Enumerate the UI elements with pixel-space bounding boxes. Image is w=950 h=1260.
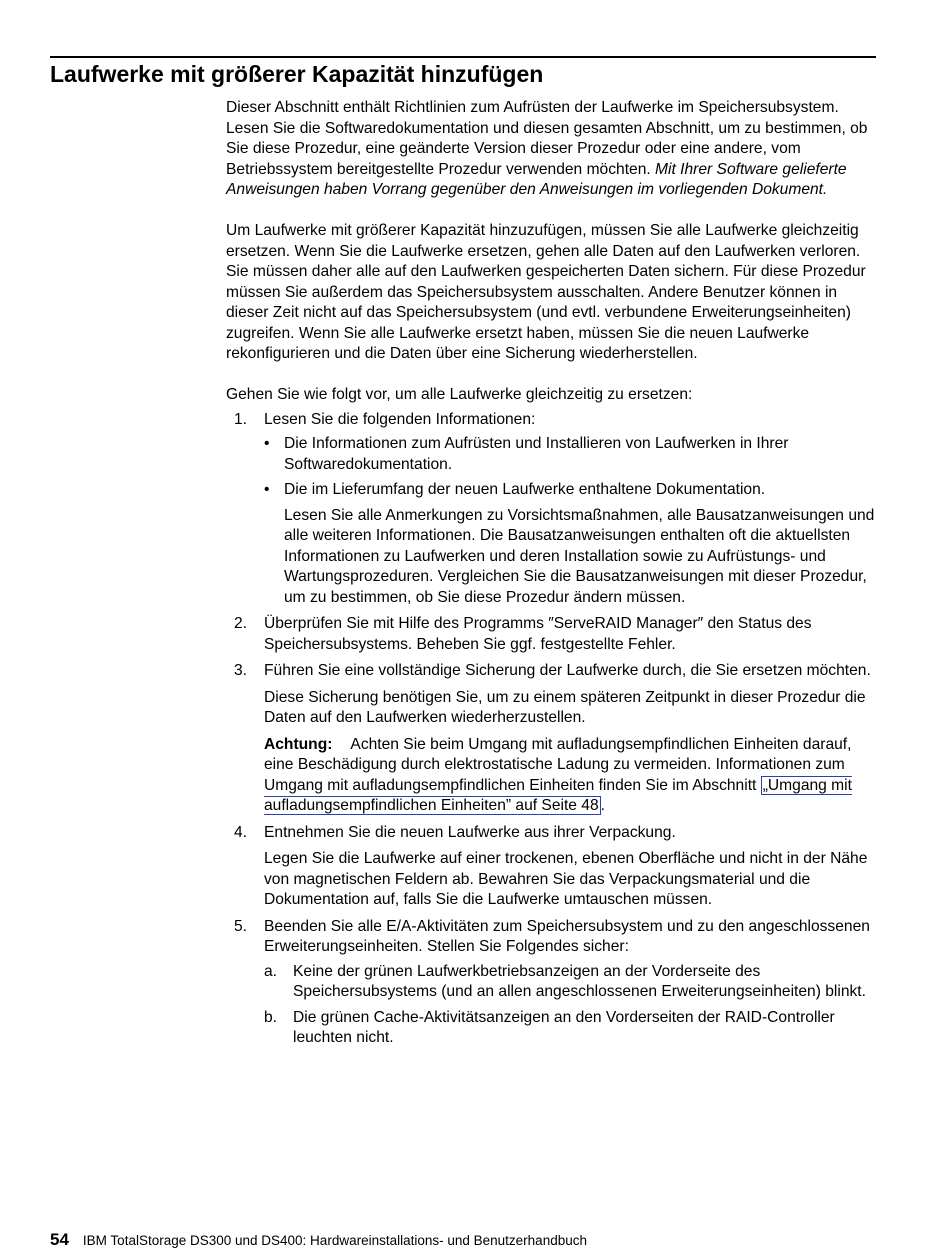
- attention-text: Achten Sie beim Umgang mit aufladungsempfindlichen Einheiten darauf, eine Beschädigung durch elektrostatische Ladung zu vermeiden. Informationen zum Umgang mit aufladungsempfindlichen Einheiten finden Sie im Abschnitt: [264, 735, 852, 794]
- step-text: Führen Sie eine vollständige Sicherung der Laufwerke durch, die Sie ersetzen möchten.: [264, 662, 871, 679]
- step-1: [226, 410, 878, 609]
- attention-end: .: [600, 797, 605, 814]
- capacity-paragraph: Um Laufwerke mit größerer Kapazität hinzuzufügen, müssen Sie alle Laufwerke gleichzeitig ersetzen. Wenn Sie die Laufwerke ersetzen, gehen alle Daten auf den Laufwerken verloren. Sie müssen daher alle auf den Laufwerken gespeicherten Daten sichern. Für diese Prozedur müssen Sie außerdem das Speichersubsystem ausschalten. Andere Benutzer können in dieser Zeit nicht auf das Speichersubsystem (und evtl. verbundene Erweiterungseinheiten) zugreifen. Wenn Sie alle Laufwerke ersetzt haben, müssen Sie die neuen Laufwerke rekonfigurieren und die Daten über eine Sicherung wiederherstellen.: [226, 222, 866, 362]
- bullet-text: Die Informationen zum Aufrüsten und Installieren von Laufwerken in Ihrer Softwaredokumentation.: [284, 435, 789, 473]
- substep-letter: a.: [264, 962, 278, 980]
- step-5: [226, 917, 878, 1049]
- step-number: 3.: [234, 662, 248, 679]
- attention-note: [264, 735, 878, 817]
- intro-paragraph: [226, 98, 878, 201]
- procedure-lead: Gehen Sie wie folgt vor, um alle Laufwerke gleichzeitig zu ersetzen:: [226, 386, 693, 403]
- step-number: 1.: [234, 410, 248, 428]
- step-text: Überprüfen Sie mit Hilfe des Programms ″ServeRAID Manager″ den Status des Speichersubsystems. Beheben Sie ggf. festgestellte Fehler.: [264, 615, 812, 653]
- step-detail: Legen Sie die Laufwerke auf einer trockenen, ebenen Oberfläche und nicht in der Nähe von magnetischen Feldern ab. Bewahren Sie das Verpackungsmaterial und die Dokumentation auf, falls Sie die Laufwerke umtauschen müssen.: [264, 850, 868, 908]
- bullet-icon: •: [264, 481, 270, 498]
- bullet-text: Die im Lieferumfang der neuen Laufwerke enthaltene Dokumentation.: [284, 481, 766, 498]
- attention-label: Achtung:: [264, 735, 333, 753]
- step-text: Entnehmen Sie die neuen Laufwerke aus ihrer Verpackung.: [264, 823, 676, 841]
- bullet-detail: Lesen Sie alle Anmerkungen zu Vorsichtsmaßnahmen, alle Bausatzanweisungen und alle weiteren Informationen. Die Bausatzanweisungen enthalten oft die aktuellsten Informationen zu Laufwerken und deren Installation sowie zu Aufrüstungs- und Wartungsprozeduren. Vergleichen Sie die Bausatzanweisungen mit dieser Prozedur, um zu bestimmen, ob Sie diese Prozedur ändern müssen.: [284, 506, 875, 606]
- step-1-bullets: [264, 434, 878, 608]
- substep-text: Keine der grünen Laufwerkbetriebsanzeigen an der Vorderseite des Speichersubsystems (und an allen angeschlossenen Erweiterungseinheiten) blinkt.: [293, 962, 866, 1000]
- step-detail: Diese Sicherung benötigen Sie, um zu einem späteren Zeitpunkt in dieser Prozedur die Daten auf den Laufwerken wiederherzustellen.: [264, 688, 866, 726]
- step-number: 2.: [234, 615, 248, 632]
- footer-title: IBM TotalStorage DS300 und DS400: Hardwareinstallations- und Benutzerhandbuch: [82, 1233, 587, 1248]
- bullet-item: [264, 480, 878, 608]
- intro-text: Dieser Abschnitt enthält Richtlinien zum Aufrüsten der Laufwerke im Speichersubsystem. Lesen Sie die Softwaredokumentation und diesen gesamten Abschnitt, um zu bestimmen, ob Sie diese Prozedur, eine geänderte Version dieser Prozedur oder eine andere, vom Betriebssystem bereitgestellte Prozedur verwenden möchten.: [226, 99, 868, 178]
- substep-text: Die grünen Cache-Aktivitätsanzeigen an den Vorderseiten der RAID-Controller leuchten nicht.: [293, 1008, 835, 1046]
- substep-b: [264, 1008, 878, 1049]
- step-number: 5.: [234, 917, 248, 935]
- step-number: 4.: [234, 823, 248, 841]
- intro-emphasis: Mit Ihrer Software gelieferte Anweisungen haben Vorrang gegenüber den Anweisungen im vorliegenden Dokument.: [226, 160, 847, 198]
- page-number: 54: [50, 1230, 69, 1249]
- bullet-icon: •: [264, 435, 270, 452]
- substep-letter: b.: [264, 1008, 278, 1026]
- top-rule: [50, 56, 876, 58]
- step-5-substeps: [264, 962, 878, 1049]
- bullet-item: [264, 434, 878, 475]
- section-body: [226, 98, 878, 1049]
- page-footer: [50, 1230, 587, 1251]
- step-2: [226, 614, 878, 655]
- substep-a: [264, 962, 878, 1003]
- procedure-steps: [226, 410, 878, 1049]
- step-text: Beenden Sie alle E/A-Aktivitäten zum Speichersubsystem und zu den angeschlossenen Erweiterungseinheiten. Stellen Sie Folgendes sicher:: [264, 917, 870, 955]
- section-title: Laufwerke mit größerer Kapazität hinzufügen: [50, 61, 544, 87]
- esd-handling-link[interactable]: „Umgang mit aufladungsempfindlichen Einheiten” auf Seite 48: [264, 776, 852, 814]
- step-3: [226, 661, 878, 817]
- step-text: Lesen Sie die folgenden Informationen:: [264, 410, 536, 428]
- step-4: [226, 823, 878, 911]
